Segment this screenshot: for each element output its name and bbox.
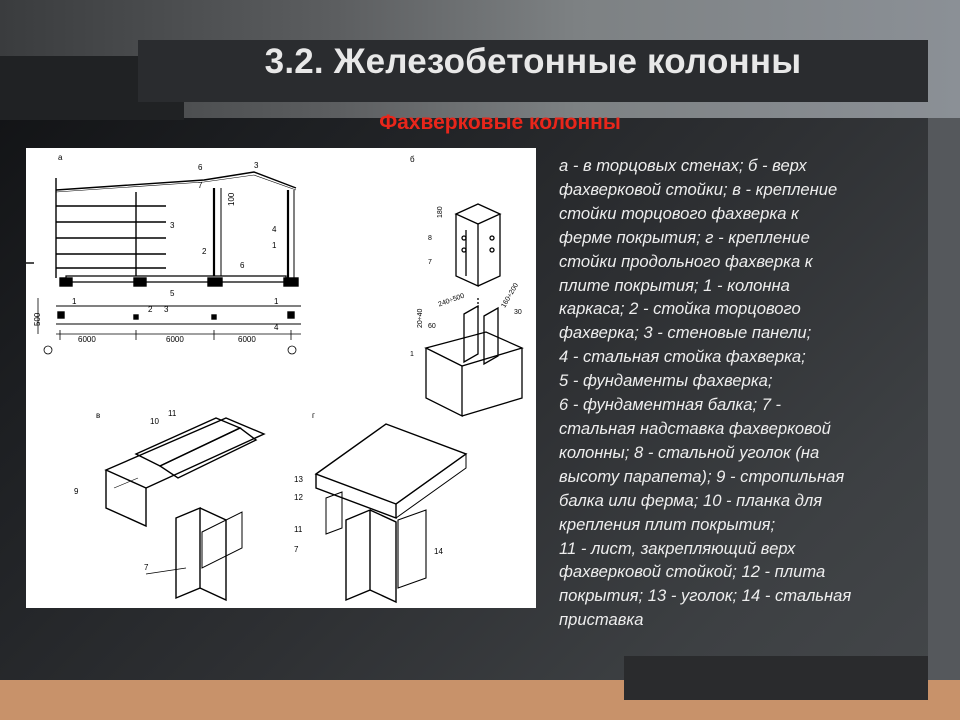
label-dim-b6: 60 xyxy=(428,323,436,330)
label-n11-v: 11 xyxy=(168,409,177,418)
label-n3-b: 3 xyxy=(170,221,175,230)
legend-line: 5 - фундаменты фахверка; xyxy=(559,371,773,391)
label-dim-500: 500 xyxy=(33,312,42,326)
sketch-b-labels xyxy=(410,206,522,358)
label-n6-b: 6 xyxy=(240,261,245,270)
label-n4-b: 4 xyxy=(274,323,279,332)
label-n7-a: 7 xyxy=(198,181,203,190)
label-n14-g: 14 xyxy=(434,547,443,556)
label-dim-b1: 240÷500 xyxy=(437,292,466,309)
sketch-a-elevation xyxy=(26,153,301,354)
label-dim-b4: 20÷40 xyxy=(417,308,424,328)
label-dim-100: 100 xyxy=(227,192,236,206)
label-n5-a: 5 xyxy=(170,289,175,298)
legend-line: 6 - фундаментная балка; 7 - xyxy=(559,395,782,415)
legend-line: балка или ферма; 10 - планка для xyxy=(559,490,823,510)
sketch-v-labels xyxy=(74,409,177,572)
label-dim-b5: 180 xyxy=(437,206,444,218)
slide-subtitle: Фахверковые колонны xyxy=(379,111,621,134)
legend-line: стойки торцового фахверка к xyxy=(559,203,799,223)
legend-line: 4 - стальная стойка фахверка; xyxy=(559,347,806,367)
legend-line: а - в торцовых стенах; б - верх xyxy=(559,156,807,175)
legend-line: фахверковой стойки; в - крепление xyxy=(559,179,838,199)
label-n2-a: 2 xyxy=(202,247,207,256)
label-n4-a: 4 xyxy=(272,225,277,234)
label-n1-b: 1 xyxy=(410,351,414,358)
label-n2-b: 2 xyxy=(148,305,153,314)
legend-line: приставка xyxy=(559,610,644,630)
label-dim-6000-3: 6000 xyxy=(238,335,256,344)
label-n1-a: 1 xyxy=(272,241,277,250)
right-side-band xyxy=(928,118,960,720)
label-n10-v: 10 xyxy=(150,417,159,426)
label-n9-v: 9 xyxy=(74,487,79,496)
footer-block xyxy=(624,656,928,700)
legend-line: фахверка; 3 - стеновые панели; xyxy=(559,323,812,343)
label-g: г xyxy=(312,411,315,420)
legend-line: 11 - лист, закрепляющий верх xyxy=(559,538,796,558)
sketch-b-detail xyxy=(410,155,522,416)
legend-line: плите покрытия; 1 - колонна xyxy=(559,275,790,295)
legend-line: фахверковой стойкой; 12 - плита xyxy=(559,562,826,582)
legend-line: каркаса; 2 - стойка торцового xyxy=(559,299,801,319)
label-n11-g: 11 xyxy=(294,525,303,534)
label-dim-6000-2: 6000 xyxy=(166,335,184,344)
legend-line: высоту парапета); 9 - стропильная xyxy=(559,466,845,486)
sketch-g-detail xyxy=(312,411,466,602)
legend-line: ферме покрытия; г - крепление xyxy=(559,227,810,247)
label-a: а xyxy=(58,153,63,162)
label-n7-v: 7 xyxy=(144,563,149,572)
label-b: б xyxy=(410,155,415,164)
label-n1-c: 1 xyxy=(274,297,279,306)
label-dim-6000-1: 6000 xyxy=(78,335,96,344)
sketch-v-detail xyxy=(96,411,264,600)
label-n7-g: 7 xyxy=(294,545,299,554)
figure-legend xyxy=(559,154,919,632)
label-n8-b: 8 xyxy=(428,235,432,242)
label-dim-b2: 160÷200 xyxy=(500,282,521,310)
legend-line: колонны; 8 - стальной уголок (на xyxy=(559,442,820,462)
legend-line: крепления плит покрытия; xyxy=(559,514,776,534)
label-v: в xyxy=(96,411,101,420)
label-dim-b3: 30 xyxy=(514,309,522,316)
legend-line: стальная надставка фахверковой xyxy=(559,418,831,438)
label-n12-g: 12 xyxy=(294,493,303,502)
legend-line: покрытия; 13 - уголок; 14 - стальная xyxy=(559,586,852,606)
technical-drawing xyxy=(26,148,536,608)
label-n1-b: 1 xyxy=(72,297,77,306)
slide-title: 3.2. Железобетонные колонны xyxy=(264,42,802,81)
label-n13-g: 13 xyxy=(294,475,303,484)
label-n7-b: 7 xyxy=(428,259,432,266)
label-n3-c: 3 xyxy=(164,305,169,314)
label-n3-a: 3 xyxy=(254,161,259,170)
label-n6-a: 6 xyxy=(198,163,203,172)
legend-line: стойки продольного фахверка к xyxy=(559,251,813,271)
